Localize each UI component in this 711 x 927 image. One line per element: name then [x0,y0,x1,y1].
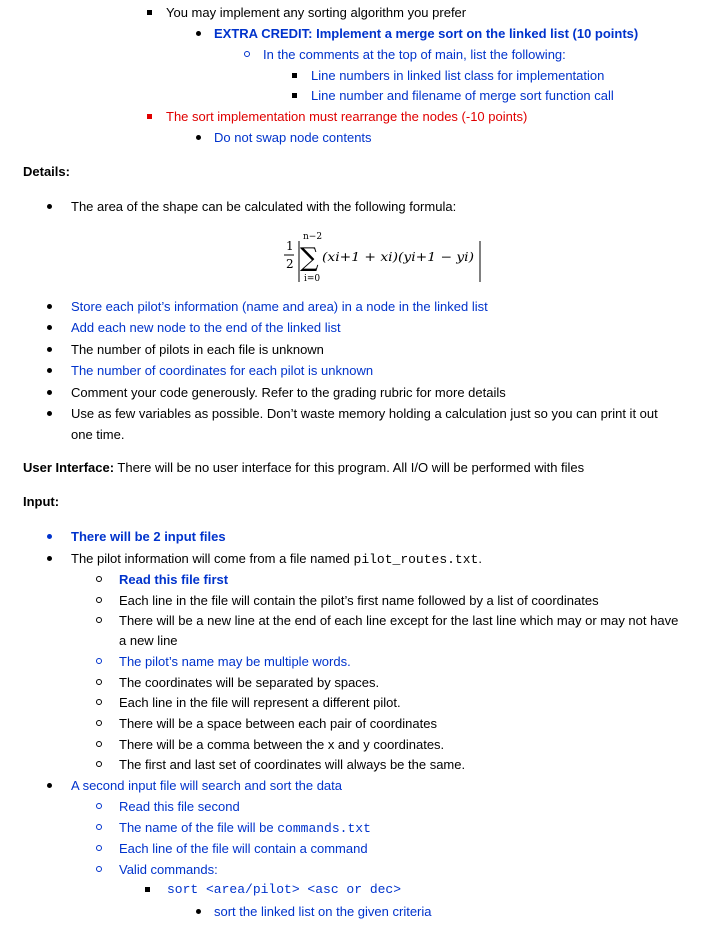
bullet-circle [96,612,102,629]
bullet-circle [96,592,102,609]
bullet-dot [47,198,52,215]
sum-upper: n−2 [303,232,323,242]
line-numbers-text: Line numbers in linked list class for implementation [311,68,605,83]
details-heading: Details: [23,164,70,179]
area-formula [282,228,482,286]
bullet-circle [96,674,102,691]
formula-expression: (xi+1 + xi)(yi+1 − yi) [322,250,475,264]
input-heading: Input: [23,494,60,509]
details-bullet-5: Comment your code generously. Refer to the grading rubric for more details [71,385,506,400]
pilot-info-post: . [478,551,482,566]
pilot-info-line [71,550,482,568]
pilot-info-pre: The pilot information will come from a file named [71,551,354,566]
area-intro-text: The area of the shape can be calculated with the following formula: [71,199,457,214]
file-name-pre: The name of the file will be [119,820,278,835]
line-number-file-text: Line number and filename of merge sort function call [311,88,614,103]
details-bullet-6: Use as few variables as possible. Don’t waste memory holding a calculation just so you can print it out [71,406,658,421]
rearrange-text: The sort implementation must rearrange the nodes (-10 points) [166,109,528,124]
ui-line [23,459,584,476]
sub-item-7: There will be a comma between the x and y coordinates. [119,737,445,752]
bullet-circle [96,840,102,857]
bullet-circle [96,798,102,815]
bullet-square [292,87,297,104]
sigma: ∑ [300,243,319,273]
bullet-dot [47,319,52,336]
bullet-square [147,4,152,21]
sub-item-6: There will be a space between each pair of coordinates [119,716,437,731]
frac-numerator: 1 [286,239,294,253]
bullet-square [292,67,297,84]
bullet-circle [96,653,102,670]
bullet-dot [47,528,52,545]
commands-filename: commands.txt [277,821,371,836]
ui-text: There will be no user interface for this program. All I/O will be performed with files [114,460,585,475]
sort-algorithm-text: You may implement any sorting algorithm you prefer [166,5,467,20]
sub-item-2-cont: a new line [119,633,178,648]
sum-lower: i=0 [304,274,321,284]
bullet-circle [96,715,102,732]
bullet-square [147,108,152,125]
bullet-dot [47,341,52,358]
bullet-dot [47,384,52,401]
details-bullet-1: Store each pilot’s information (name and area) in a node in the linked list [71,299,488,314]
sub-item-8: The first and last set of coordinates will always be the same. [119,757,466,772]
sub-item-1: Each line in the file will contain the pilot’s first name followed by a list of coordinates [119,593,599,608]
each-line-text: Each line of the file will contain a command [119,841,368,856]
pilot-filename: pilot_routes.txt [353,552,479,567]
read-second-text: Read this file second [119,799,240,814]
sort-description: sort the linked list on the given criteria [214,904,432,919]
extra-credit-text: EXTRA CREDIT: Implement a merge sort on the linked list (10 points) [214,26,639,41]
bullet-dot [47,362,52,379]
sub-item-2: There will be a new line at the end of each line except for the last line which may or may not have [119,613,679,628]
sub-item-3: The pilot’s name may be multiple words. [119,654,351,669]
bullet-dot [47,777,52,794]
read-first-text: Read this file first [119,572,229,587]
two-files-text: There will be 2 input files [71,529,226,544]
bullet-dot [196,129,201,146]
bullet-dot [196,25,201,42]
file-name-line [119,819,371,837]
bullet-square [145,881,150,898]
bullet-dot [47,550,52,567]
bullet-circle [96,819,102,836]
details-bullet-4: The number of coordinates for each pilot is unknown [71,363,374,378]
frac-denominator: 2 [286,257,294,271]
sub-item-5: Each line in the file will represent a different pilot. [119,695,401,710]
bullet-dot [47,405,52,422]
bullet-dot [47,298,52,315]
details-bullet-2: Add each new node to the end of the linked list [71,320,341,335]
bullet-circle [96,694,102,711]
bullet-circle [96,571,102,588]
sub-item-4: The coordinates will be separated by spaces. [119,675,380,690]
valid-commands-text: Valid commands: [119,862,218,877]
comments-text: In the comments at the top of main, list the following: [263,47,566,62]
second-file-text: A second input file will search and sort the data [71,778,342,793]
sort-command: sort <area/pilot> <asc or dec> [167,882,402,897]
bullet-circle [96,736,102,753]
bullet-dot [196,903,201,920]
details-bullet-3: The number of pilots in each file is unknown [71,342,324,357]
bullet-circle [96,756,102,773]
bullet-circle [244,46,250,63]
details-bullet-6-cont: one time. [71,427,125,442]
ui-label: User Interface: [23,460,115,475]
bullet-circle [96,861,102,878]
no-swap-text: Do not swap node contents [214,130,372,145]
